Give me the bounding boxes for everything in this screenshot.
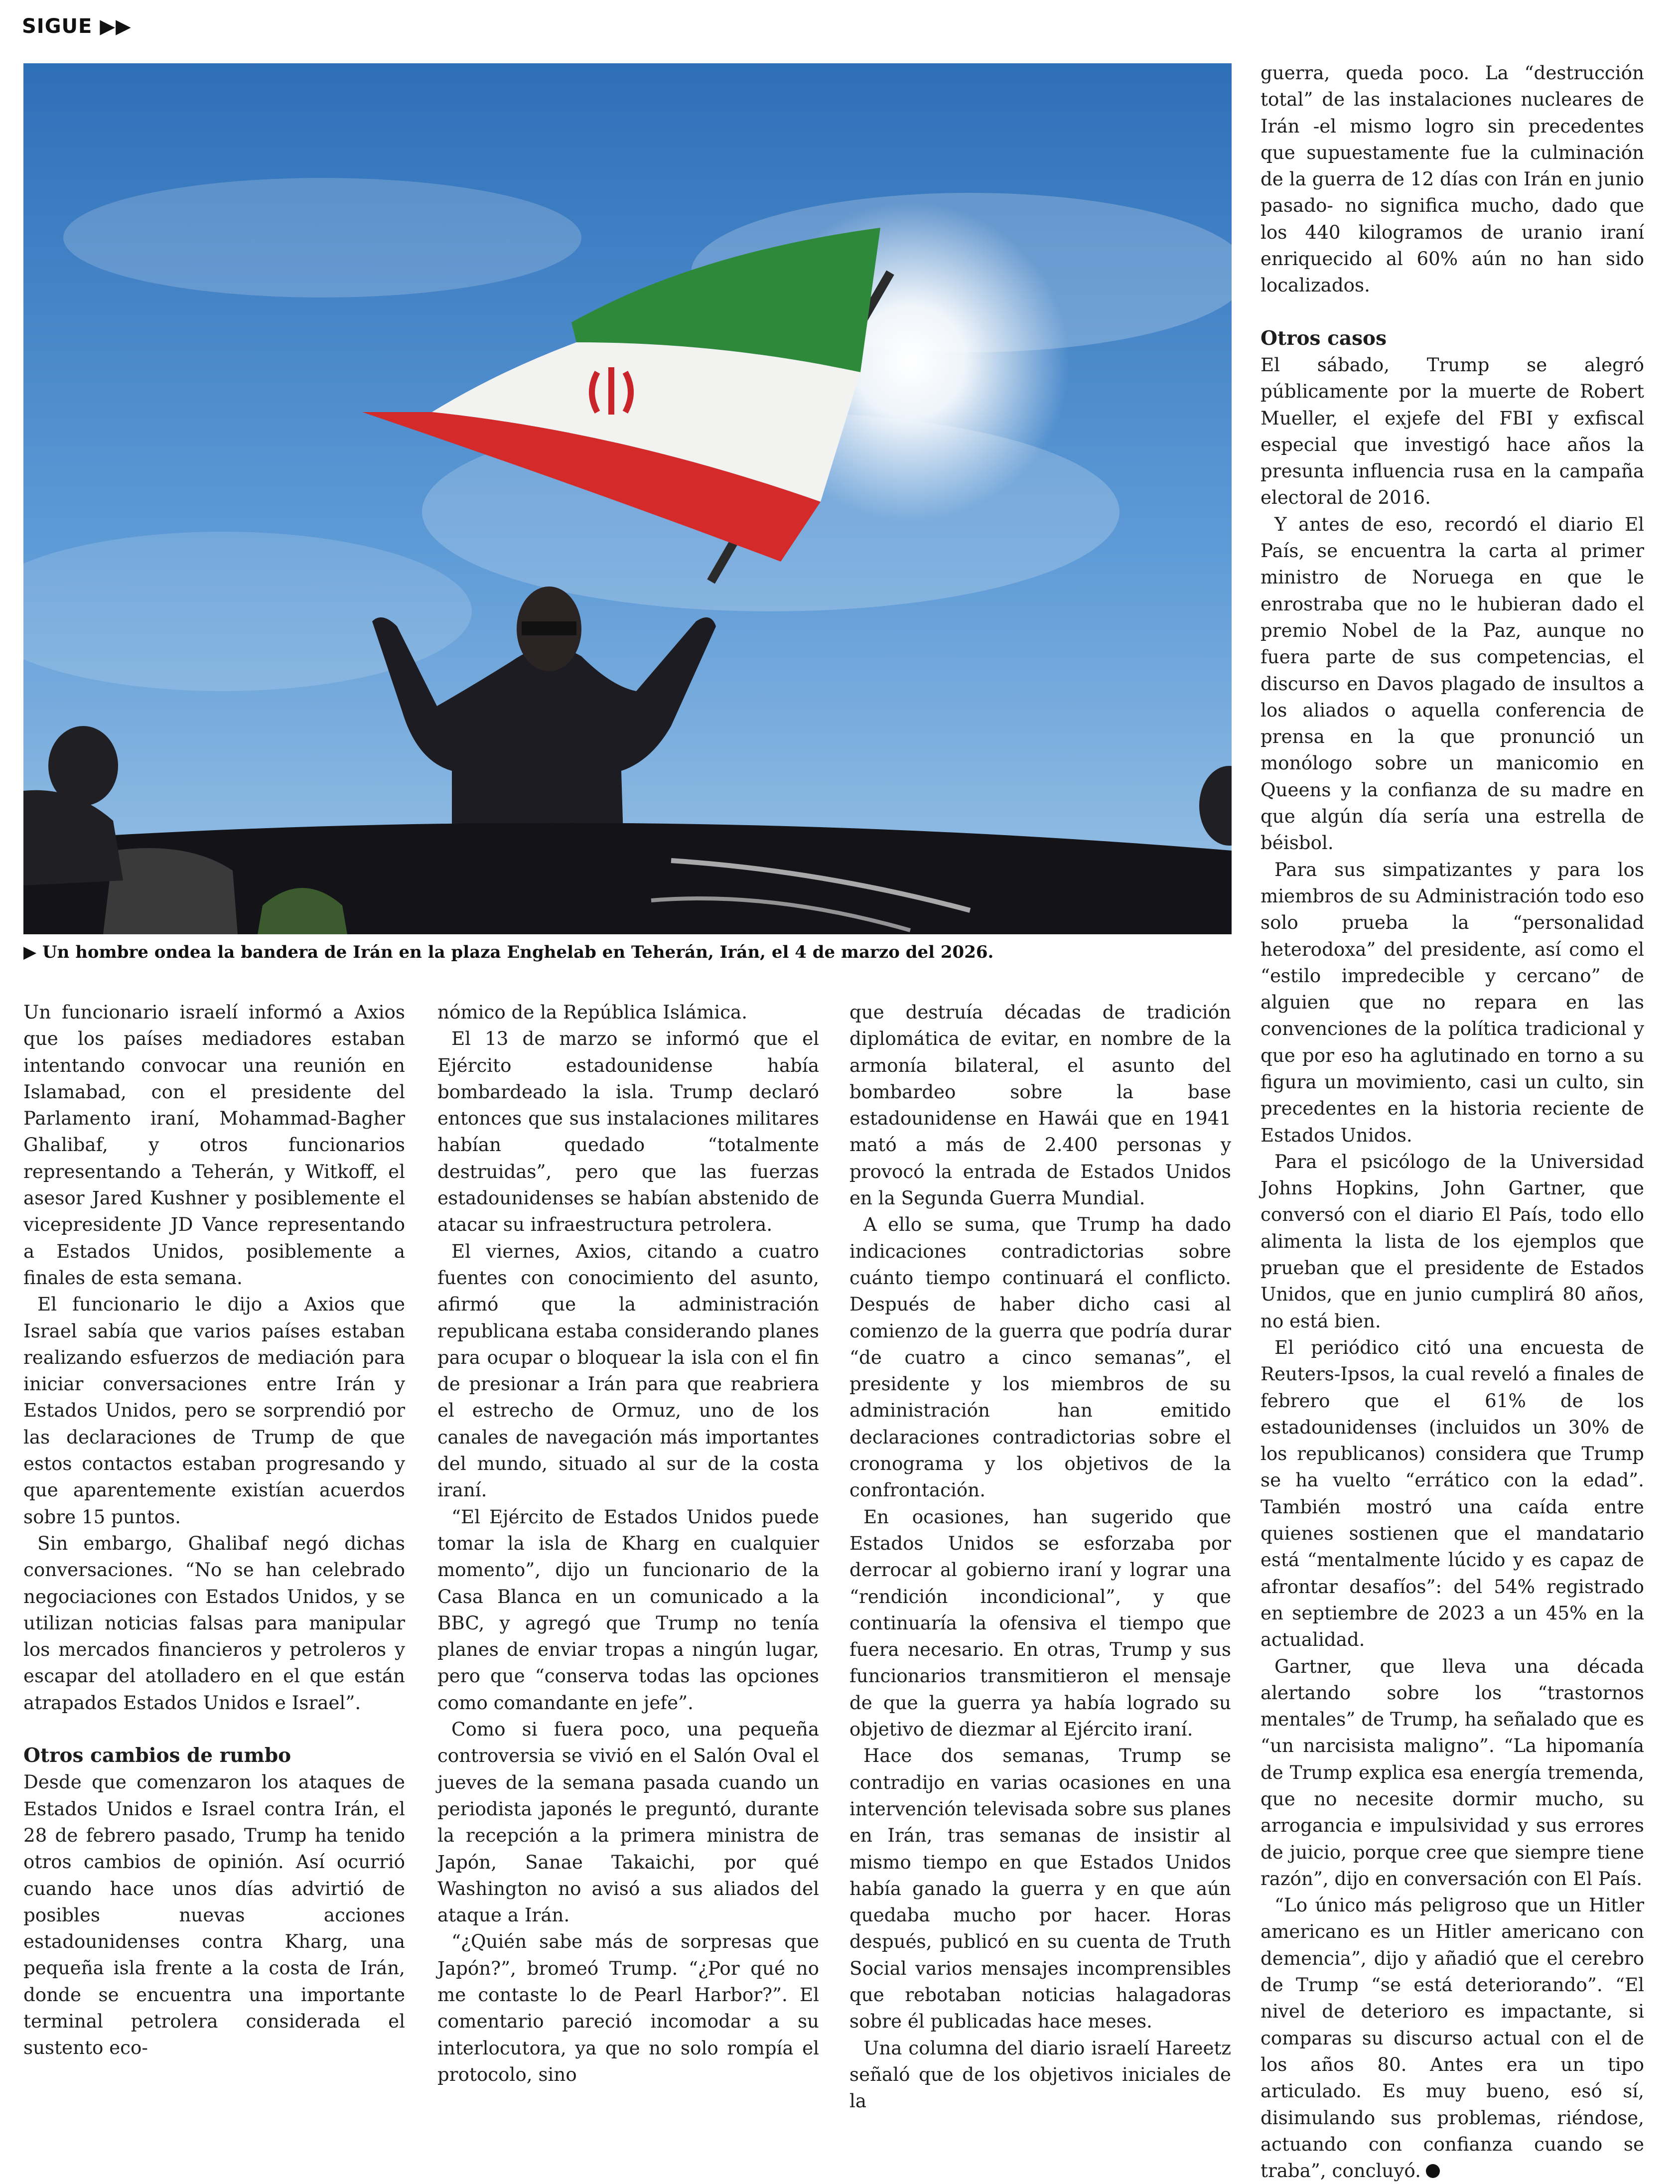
closing-text: “Lo único más peligroso que un Hitler americano es un Hitler americano con demencia”, dijo y añadió que el cerebro de Trump “se está deteriorando”. “El nivel de deterioro es impactante, si comparas su discurso actual con el de los años 80. Antes era un tipo articulado. Es muy bueno, esó sí, disimulando sus problemas, riéndose, actuando con confianza cuando se traba”, concluyó. <box>1260 1894 1644 2182</box>
paragraph: El sábado, Trump se alegró públicamente por la muerte de Robert Mueller, el exjefe del FBI y exfiscal especial que investigó hace años la presunta influencia rusa en la campaña electoral de 2016. <box>1260 353 1644 509</box>
paragraph: Y antes de eso, recordó el diario El País, se encuentra la carta al primer ministro de Noruega en que le enrostraba que no le hubieran dado el premio Nobel de la Paz, aunque no fuera parte de sus competencias, el discurso en Davos plagado de insultos a los aliados o aquella conferencia de prensa en la que pronunció un monólogo sobre un manicomio en Queens y la confianza de su madre en que algún día sería una estrella de béisbol. <box>1260 513 1644 854</box>
paragraph: Como si fuera poco, una pequeña controversia se vivió en el Salón Oval el jueves de la semana pasada cuando un periodista japonés le preguntó, durante la recepción a la primera ministra de Japón, Sanae Takaichi, por qué Washington no avisó a sus aliados del ataque a Irán. <box>437 1718 819 1926</box>
article-column-1 <box>23 999 405 2061</box>
paragraph: Sin embargo, Ghalibaf negó dichas conversaciones. “No se han celebrado negociaciones con Estados Unidos, y se utilizan noticias falsas para manipular los mercados financieros y petroleros y escapar del atolladero en el que están atrapados Estados Unidos e Israel”. <box>23 1532 405 1714</box>
paragraph: El 13 de marzo se informó que el Ejército estadounidense había bombardeado la isla. Trump declaró entonces que sus instalaciones militares habían quedado “totalmente destruidas”, pero que las fuerzas estadounidenses se habían abstenido de atacar su infraestructura petrolera. <box>437 1027 819 1236</box>
flag-photo-illustration <box>23 63 1232 934</box>
paragraph: Para sus simpatizantes y para los miembros de su Administración todo eso solo prueba la “personalidad heterodoxa” del presidente, así como el “estilo impredecible y cercano” de alguien que no repara en las convenciones de la política tradicional y que por eso ha aglutinado en torno a su figura un movimiento, casi un culto, sin precedentes en la historia reciente de Estados Unidos. <box>1260 858 1644 1146</box>
section-heading: Otros casos <box>1260 326 1387 350</box>
paragraph: Un funcionario israelí informó a Axios que los países mediadores estaban intentando convocar una reunión en Islamabad, con el presidente del Parlamento iraní, Mohammad-Bagher Ghalibaf, y otros funcionarios representando a Teherán, y Witkoff, el asesor Jared Kushner y posiblemente el vicepresidente JD Vance representando a Estados Unidos, posiblemente a finales de esta semana. <box>23 1001 405 1289</box>
paragraph: El funcionario le dijo a Axios que Israel sabía que varios países estaban realizando esfuerzos de mediación para iniciar conversaciones entre Irán y Estados Unidos, pero se sorprendió por las declaraciones de Trump de que estos contactos estaban progresando y que aparentemente existían acuerdos sobre 15 puntos. <box>23 1293 405 1528</box>
paragraph: Desde que comenzaron los ataques de Estados Unidos e Israel contra Irán, el 28 de febrero pasado, Trump ha tenido otros cambios de opinión. Así ocurrió cuando hace unos días advirtió de posibles nuevas acciones estadounidenses contra Kharg, una pequeña isla frente a la costa de Irán, donde se encuentra una importante terminal petrolera considerada el sustento eco- <box>23 1771 405 2059</box>
section-heading: Otros cambios de rumbo <box>23 1744 291 1767</box>
paragraph: Una columna del diario israelí Hareetz señaló que de los objetivos iniciales de la <box>849 2037 1231 2112</box>
paragraph: “El Ejército de Estados Unidos puede tomar la isla de Kharg en cualquier momento”, dijo un funcionario de la Casa Blanca en un comunicado a la BBC, y agregó que Trump no tenía planes de enviar tropas a ningún lugar, pero que “conserva todas las opciones como comandante en jefe”. <box>437 1505 819 1714</box>
end-mark-icon <box>1426 2164 1440 2178</box>
paragraph: A ello se suma, que Trump ha dado indicaciones contradictorias sobre cuánto tiempo continuará el conflicto. Después de haber dicho casi al comienzo de la guerra que podría durar “de cuatro a cinco semanas”, el presidente y los miembros de su administración han emitido declaraciones contradictorias sobre el cronograma y los objetivos de la confrontación. <box>849 1213 1231 1501</box>
article-column-3 <box>849 999 1231 2114</box>
paragraph: En ocasiones, han sugerido que Estados Unidos se esforzaba por derrocar al gobierno iraní y lograr una “rendición incondicional”, y que continuaría la ofensiva el tiempo que fuera necesario. En otras, Trump y sus funcionarios transmitieron el mensaje de que la guerra ya había logrado su objetivo de diezmar al Ejército iraní. <box>849 1505 1231 1741</box>
paragraph: guerra, queda poco. La “destrucción total” de las instalaciones nucleares de Irán -el mismo logro sin precedentes que supuestamente fue la culminación de la guerra de 12 días con Irán en junio pasado- no significa mucho, dado que los 440 kilogramos de uranio iraní enriquecido al 60% aún no han sido localizados. <box>1260 62 1644 296</box>
closing-paragraph <box>1260 1892 1644 2184</box>
lead-photo <box>23 63 1232 934</box>
paragraph: “¿Quién sabe más de sorpresas que Japón?”, bromeó Trump. “¿Por qué no me contaste lo de Pearl Harbor?”. El comentario pareció incomodar a su interlocutora, ya que no solo rompía el protocolo, sino <box>437 1930 819 2085</box>
paragraph: que destruía décadas de tradición diplomática de evitar, en nombre de la armonía bilateral, el asunto del bombardeo sobre la base estadounidense en Hawái que en 1941 mató a más de 2.400 personas y provocó la entrada de Estados Unidos en la Segunda Guerra Mundial. <box>849 1001 1231 1209</box>
paragraph: Para el psicólogo de la Universidad Johns Hopkins, John Gartner, que conversó con el diario El País, todo ello alimenta la lista de los ejemplos que prueban que el presidente de Estados Unidos, que en junio cumplirá 80 años, no está bien. <box>1260 1150 1644 1332</box>
article-column-4 <box>1260 60 1644 2184</box>
paragraph: El periódico citó una encuesta de Reuters-Ipsos, la cual reveló a finales de febrero que el 61% de los estadounidenses (incluidos un 30% de los republicanos) considera que Trump se ha vuelto “errático con la edad”. También mostró una caída entre quienes sostienen que el mandatario está “mentalmente lúcido y es capaz de afrontar desafíos”: del 54% registrado en septiembre de 2023 a un 45% en la actualidad. <box>1260 1336 1644 1651</box>
paragraph: nómico de la República Islámica. <box>437 1001 748 1023</box>
paragraph: Hace dos semanas, Trump se contradijo en varias ocasiones en una intervención televisada sobre sus planes en Irán, tras semanas de insistir al mismo tiempo en que Estados Unidos había ganado la guerra y en que aún quedaba mucho por hacer. Horas después, publicó en su cuenta de Truth Social varios mensajes incomprensibles que rebotaban noticias halagadoras sobre él publicadas hace meses. <box>849 1745 1231 2033</box>
paragraph: Gartner, que lleva una década alertando sobre los “trastornos mentales” de Trump, ha señalado que es “un narcisista maligno”. “La hipomanía de Trump explica esa energía tremenda, que no necesite dormir mucho, su arrogancia e impulsividad y sus errores de juicio, porque cree que siempre tiene razón”, dijo en conversación con El País. <box>1260 1655 1644 1890</box>
paragraph: El viernes, Axios, citando a cuatro fuentes con conocimiento del asunto, afirmó que la administración republicana estaba considerando planes para ocupar o bloquear la isla con el fin de presionar a Irán para que reabriera el estrecho de Ormuz, uno de los canales de navegación más importantes del mundo, situado al sur de la costa iraní. <box>437 1240 819 1501</box>
sigue-label: SIGUE ▶▶ <box>22 15 132 38</box>
article-column-2 <box>437 999 819 2088</box>
photo-caption: ▶ Un hombre ondea la bandera de Irán en la plaza Enghelab en Teherán, Irán, el 4 de marzo del 2026. <box>23 942 994 962</box>
